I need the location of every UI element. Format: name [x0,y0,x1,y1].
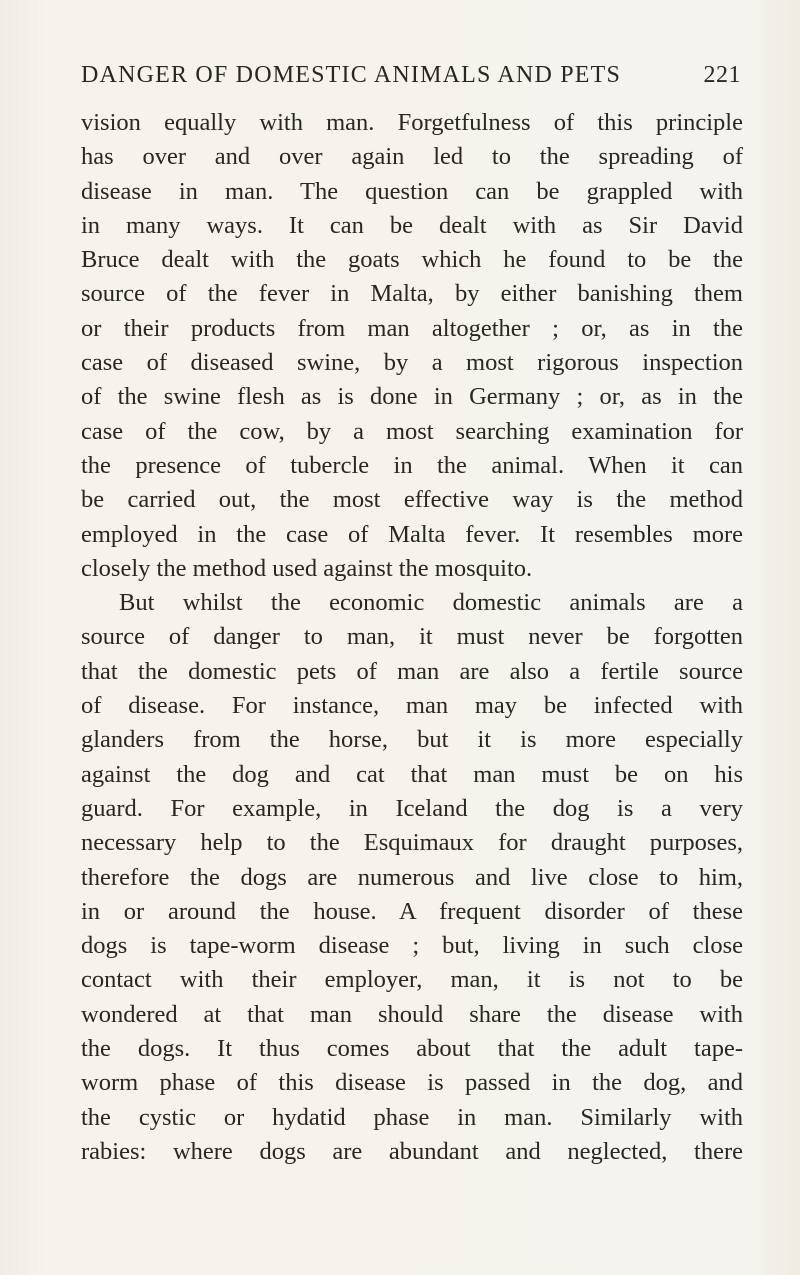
text-line: case of diseased swine, by a most rigorous inspection [81,349,743,377]
text-line: closely the method used against the mosquito. [81,554,533,582]
text-line: wondered at that man should share the disease with [81,1000,743,1028]
text-line: employed in the case of Malta fever. It resembles more [81,520,743,548]
text-line: that the domestic pets of man are also a fertile source [81,657,743,685]
text-line: the presence of tubercle in the animal. When it can [81,451,743,479]
running-head [81,62,741,89]
text-line: guard. For example, in Iceland the dog is a very [81,794,743,822]
page-number: 221 [703,62,741,88]
text-line: therefore the dogs are numerous and live close to him, [81,863,743,891]
text-line: dogs is tape-worm disease ; but, living in such close [81,932,743,960]
text-line: or their products from man altogether ; or, as in the [81,314,743,342]
text-line: rabies: where dogs are abundant and neglected, there [81,1137,743,1165]
text-line: source of danger to man, it must never be forgotten [81,623,743,651]
text-line: the cystic or hydatid phase in man. Similarly with [81,1103,743,1131]
text-line: case of the cow, by a most searching examination for [81,417,743,445]
text-line: vision equally with man. Forgetfulness of this principle [81,109,743,136]
running-head-title: DANGER OF DOMESTIC ANIMALS AND PETS [81,62,622,88]
text-line: worm phase of this disease is passed in the dog, and [81,1069,743,1097]
text-line: necessary help to the Esquimaux for draught purposes, [81,829,743,857]
text-line: contact with their employer, man, it is not to be [81,966,743,994]
text-line: be carried out, the most effective way is the method [81,486,743,514]
text-line: disease in man. The question can be grappled with [81,177,743,205]
text-line: Bruce dealt with the goats which he found to be the [81,246,743,274]
text-line: glanders from the horse, but it is more especially [81,726,743,754]
text-line: the dogs. It thus comes about that the adult tape- [81,1035,743,1063]
paragraph-first-line: But whilst the economic domestic animals are a [119,589,743,617]
text-line: of the swine flesh as is done in Germany ; or, as in the [81,383,743,411]
text-line: in many ways. It can be dealt with as Sir David [81,211,743,239]
text-line: has over and over again led to the spreading of [81,143,743,171]
body-text [81,106,743,1169]
text-line: of disease. For instance, man may be infected with [81,692,743,720]
text-line: in or around the house. A frequent disorder of these [81,897,743,925]
text-line: against the dog and cat that man must be on his [81,760,743,788]
text-line: source of the fever in Malta, by either banishing them [81,280,743,308]
